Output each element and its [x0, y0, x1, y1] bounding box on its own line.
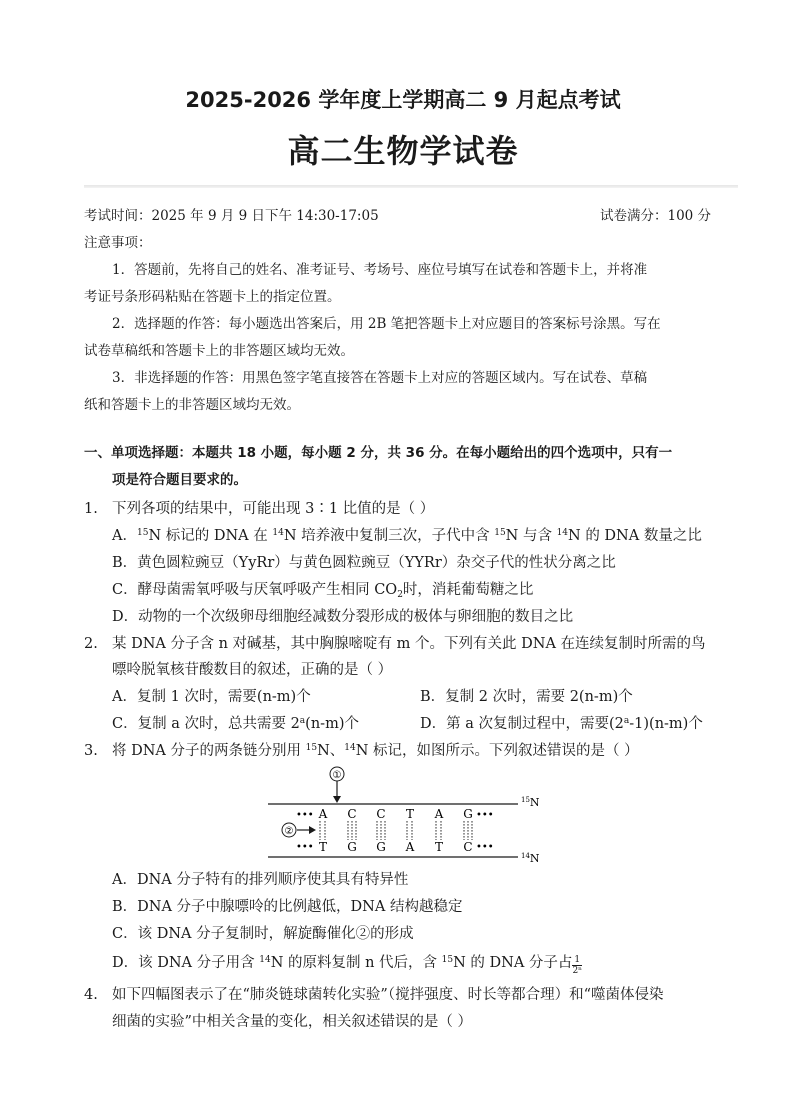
label-14n: $^{14}$N [521, 852, 540, 865]
section-1-heading-cont: 项是符合题目要求的。 [112, 472, 247, 488]
top-dots-right: ••• [476, 810, 494, 821]
notice-item-2-line1: 2．选择题的作答：每小题选出答案后，用 2B 笔把答题卡上对应题目的答案标号涂黑。写在 [112, 316, 661, 332]
q2-option-c: C．复制 a 次时，总共需要 2$^a$(n-m)个 [112, 716, 359, 732]
notice-item-3-line2: 纸和答题卡上的非答题区域均无效。 [84, 397, 300, 413]
top-base: C [347, 807, 357, 821]
bottom-base: C [463, 840, 473, 854]
bottom-dots-left: ••• [296, 842, 314, 853]
top-base: A [318, 807, 328, 821]
q2-number: 2. [84, 636, 98, 652]
notice-item-1-line2: 考证号条形码粘贴在答题卡上的指定位置。 [84, 289, 341, 305]
q1-option-b: B．黄色圆粒豌豆（YyRr）与黄色圆粒豌豆（YYRr）杂交子代的性状分离之比 [112, 555, 616, 571]
bottom-dots-right: ••• [476, 842, 494, 853]
section-1-heading: 一、单项选择题：本题共 18 小题，每小题 2 分，共 36 分。在每小题给出的四个选项中，只有一 [84, 445, 673, 461]
q1-number: 1. [84, 501, 98, 517]
q3-stem: 将 DNA 分子的两条链分别用 $^{15}$N、$^{14}$N 标记，如图所示。下列叙述错误的是（ ） [112, 743, 639, 759]
q1-option-d: D．动物的一个次级卵母细胞经减数分裂形成的极体与卵细胞的数目之比 [112, 609, 574, 625]
bottom-base: A [405, 840, 415, 854]
marker-2-arrowhead [309, 826, 316, 834]
q3-option-d: D．该 DNA 分子用含 $^{14}$N 的原料复制 n 代后，含 $^{15}$N 的 DNA 分子占 $\frac{1}{\text{2ⁿ}}$ [112, 955, 583, 976]
hydrogen-bonds [320, 821, 472, 840]
notice-item-3-line1: 3．非选择题的作答：用黑色签字笔直接答在答题卡上对应的答题区域内。写在试卷、草稿 [112, 370, 648, 386]
q1-option-a: A．$^{15}$N 标记的 DNA 在 $^{14}$N 培养液中复制三次，子代中含 $^{15}$N 与含 $^{14}$N 的 DNA 数量之比 [112, 528, 702, 544]
fraction: $\frac{1}{\text{2ⁿ}}$ [572, 955, 583, 976]
top-dots-left: ••• [296, 810, 314, 821]
q2-option-d: D．第 a 次复制过程中，需要(2$^a$-1)(n-m)个 [420, 716, 703, 732]
notice-item-1-line1: 1．答题前，先将自己的姓名、准考证号、考场号、座位号填写在试卷和答题卡上，并将准 [112, 262, 648, 278]
marker-1-label: ① [332, 770, 342, 781]
q4-stem-line2: 细菌的实验”中相关含量的变化，相关叙述错误的是（ ） [112, 1014, 473, 1030]
q2-stem-line2: 嘌呤脱氧核苷酸数目的叙述，正确的是（ ） [112, 662, 393, 678]
bottom-base: G [376, 840, 386, 854]
q3-number: 3. [84, 743, 98, 759]
bottom-base: T [434, 840, 444, 854]
notice-heading: 注意事项： [84, 235, 152, 251]
exam-score: 试卷满分：100 分 [600, 208, 712, 224]
top-base: T [405, 807, 415, 821]
exam-title: 高二生物学试卷 [287, 132, 519, 170]
q1-option-c: C．酵母菌需氧呼吸与厌氧呼吸产生相同 $CO_2$时，消耗葡萄糖之比 [112, 582, 534, 600]
exam-subtitle: 2025-2026 学年度上学期高二 9 月起点考试 [185, 88, 621, 112]
top-base: G [463, 807, 473, 821]
top-base: A [434, 807, 444, 821]
q3-option-b: B．DNA 分子中腺嘌呤的比例越低，DNA 结构越稳定 [112, 899, 463, 915]
marker-1-arrowhead [333, 796, 341, 803]
q3-option-a: A．DNA 分子特有的排列顺序使其具有特异性 [112, 872, 409, 888]
q4-stem-line1: 如下四幅图表示了在“肺炎链球菌转化实验”（搅拌强度、时长等都合理）和“噬菌体侵染 [112, 987, 664, 1003]
label-15n: $^{15}$N [521, 796, 540, 809]
marker-2-label: ② [284, 826, 294, 837]
q2-stem-line1: 某 DNA 分子含 n 对碱基，其中胸腺嘧啶有 m 个。下列有关此 DNA 在连续复制时所需的鸟 [112, 636, 706, 652]
q4-number: 4. [84, 987, 98, 1003]
top-base: C [376, 807, 386, 821]
notice-item-2-line2: 试卷草稿纸和答题卡上的非答题区域均无效。 [84, 343, 354, 359]
bottom-base: G [347, 840, 357, 854]
q2-option-a: A．复制 1 次时，需要(n-m)个 [112, 689, 311, 705]
exam-time: 考试时间：2025 年 9 月 9 日下午 14:30-17:05 [84, 208, 379, 224]
q3-option-c: C．该 DNA 分子复制时，解旋酶催化②的形成 [112, 926, 414, 942]
bottom-base: T [318, 840, 328, 854]
q2-option-b: B．复制 2 次时，需要 2(n-m)个 [420, 689, 633, 705]
q1-stem: 下列各项的结果中，可能出现 3∶1 比值的是（ ） [112, 501, 435, 517]
